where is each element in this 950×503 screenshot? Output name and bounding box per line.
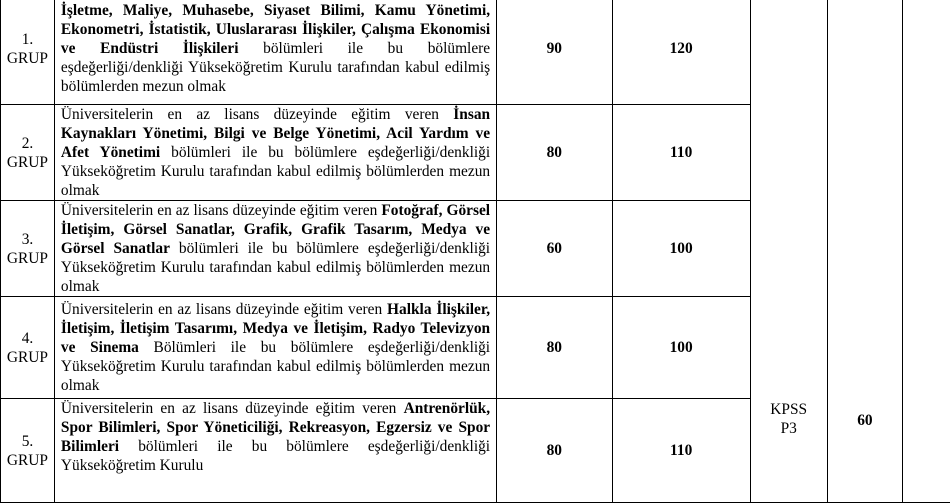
score-b: 120 (612, 0, 750, 105)
score-b: 100 (612, 297, 750, 399)
score-b: 100 (612, 201, 750, 297)
requirement-text: Üniversitelerin en az lisans düzeyinde eğitim veren Fotoğraf, Görsel İletişim, Görsel Sanatlar, Grafik, Grafik Tasarım, Medya ve Görsel Sanatlar bölümleri ile bu bölümlere eşdeğerliği/denkliği Yükseköğretim Kurulu tarafından kabul edilmiş bölümlerden mezun olmak (54, 201, 496, 297)
blank-column (903, 0, 950, 503)
group-label: 2. GRUP (1, 105, 55, 201)
score-a: 90 (497, 0, 612, 105)
score-a: 80 (497, 399, 612, 503)
group-label: 4. GRUP (1, 297, 55, 399)
minimum-score-cell: 60 (827, 0, 903, 503)
requirement-text: Üniversitelerin en az lisans düzeyinde eğitim veren Antrenörlük, Spor Bilimleri, Spor Yöneticiliği, Rekreasyon, Egzersiz ve Spor Bilimleri bölümleri ile bu bölümlere eşdeğerliği/denkliği Yükseköğretim Kurulu (54, 399, 496, 503)
score-a: 60 (497, 201, 612, 297)
requirement-text: Üniversitelerin en az lisans düzeyinde eğitim veren İnsan Kaynakları Yönetimi, Bilgi ve Belge Yönetimi, Acil Yardım ve Afet Yönetimi bölümleri ile bu bölümlere eşdeğerliği/denkliği Yükseköğretim Kurulu tarafından kabul edilmiş bölümlerden mezun olmak (54, 105, 496, 201)
score-b: 110 (612, 399, 750, 503)
requirement-text: Üniversitelerin en az lisans düzeyinde eğitim veren Halkla İlişkiler, İletişim, İletişim Tasarımı, Medya ve İletişim, Radyo Televizyon ve Sinema Bölümleri ile bu bölümlere eşdeğerliği/denkliği Yükseköğretim Kurulu tarafından kabul edilmiş bölümlerden mezun olmak (54, 297, 496, 399)
score-a: 80 (497, 297, 612, 399)
requirement-text: İşletme, Maliye, Muhasebe, Siyaset Bilimi, Kamu Yönetimi, Ekonometri, İstatistik, Uluslararası İlişkiler, Çalışma Ekonomisi ve Endüstri İlişkileri bölümleri ile bu bölümlere eşdeğerliği/denkliği Yükseköğretim Kurulu tarafından kabul edilmiş bölümlerden mezun olmak (54, 0, 496, 105)
table-row (1, 0, 950, 105)
score-a: 80 (497, 105, 612, 201)
group-label: 3. GRUP (1, 201, 55, 297)
group-label: 1. GRUP (1, 0, 55, 105)
exam-type-cell: KPSS P3 (750, 0, 827, 503)
group-label: 5. GRUP (1, 399, 55, 503)
score-b: 110 (612, 105, 750, 201)
